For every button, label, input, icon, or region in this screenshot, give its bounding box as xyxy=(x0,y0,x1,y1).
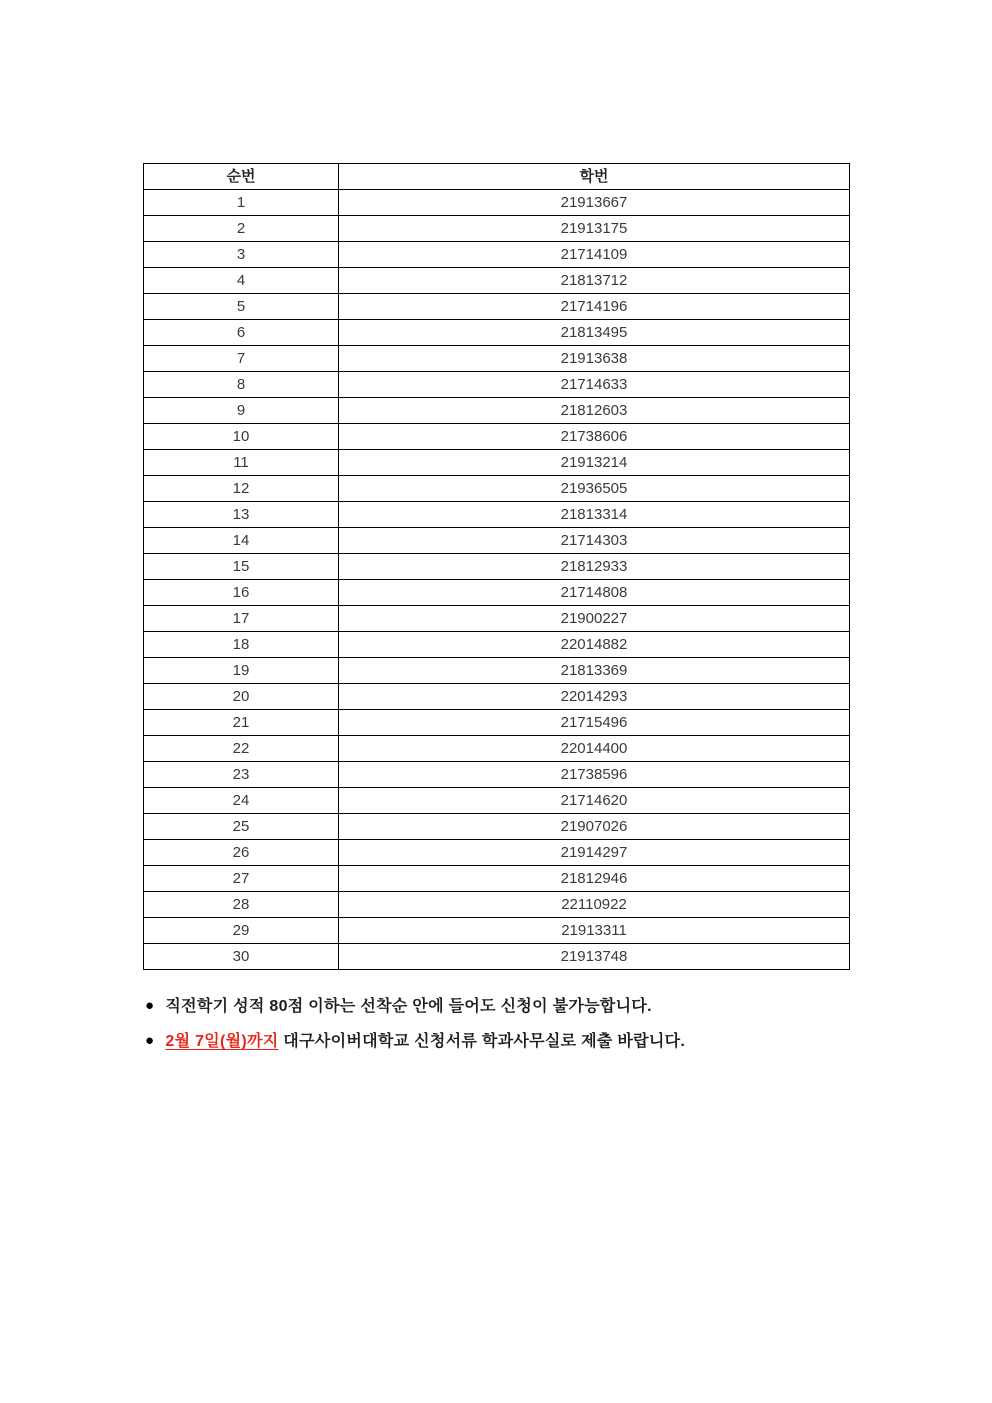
note-text xyxy=(165,1028,685,1051)
student-id-cell: 21812933 xyxy=(339,554,850,580)
order-cell: 22 xyxy=(144,736,339,762)
student-id-cell: 21907026 xyxy=(339,814,850,840)
student-id-cell: 21738606 xyxy=(339,424,850,450)
table-row xyxy=(144,606,850,632)
order-cell: 23 xyxy=(144,762,339,788)
student-id-cell: 21738596 xyxy=(339,762,850,788)
student-id-cell: 21936505 xyxy=(339,476,850,502)
student-id-cell: 21714303 xyxy=(339,528,850,554)
table-row xyxy=(144,554,850,580)
student-id-cell: 22110922 xyxy=(339,892,850,918)
column-header-order: 순번 xyxy=(144,164,339,190)
table-row xyxy=(144,268,850,294)
order-cell: 12 xyxy=(144,476,339,502)
table-row xyxy=(144,684,850,710)
student-id-cell: 21714109 xyxy=(339,242,850,268)
table-row xyxy=(144,892,850,918)
student-id-cell: 21900227 xyxy=(339,606,850,632)
bullet-icon: ● xyxy=(145,997,155,1014)
student-id-cell: 21913311 xyxy=(339,918,850,944)
student-id-cell: 21813314 xyxy=(339,502,850,528)
student-id-cell: 21813369 xyxy=(339,658,850,684)
student-id-cell: 21913667 xyxy=(339,190,850,216)
order-cell: 13 xyxy=(144,502,339,528)
table-row xyxy=(144,242,850,268)
table-row xyxy=(144,658,850,684)
table-row xyxy=(144,190,850,216)
table-row xyxy=(144,944,850,970)
order-cell: 16 xyxy=(144,580,339,606)
order-cell: 30 xyxy=(144,944,339,970)
notes-section xyxy=(143,993,849,1051)
note-text xyxy=(165,993,652,1016)
order-cell: 3 xyxy=(144,242,339,268)
table-row xyxy=(144,762,850,788)
table-header-row xyxy=(144,164,850,190)
table-row xyxy=(144,814,850,840)
order-cell: 26 xyxy=(144,840,339,866)
student-id-cell: 21914297 xyxy=(339,840,850,866)
order-cell: 15 xyxy=(144,554,339,580)
order-cell: 18 xyxy=(144,632,339,658)
table-row xyxy=(144,450,850,476)
student-id-cell: 22014882 xyxy=(339,632,850,658)
note-item xyxy=(145,993,849,1016)
order-cell: 5 xyxy=(144,294,339,320)
order-cell: 6 xyxy=(144,320,339,346)
student-id-cell: 21913214 xyxy=(339,450,850,476)
table-body xyxy=(144,190,850,970)
order-cell: 10 xyxy=(144,424,339,450)
table-row xyxy=(144,502,850,528)
table-row xyxy=(144,216,850,242)
student-id-cell: 21913638 xyxy=(339,346,850,372)
table-row xyxy=(144,320,850,346)
note-item xyxy=(145,1028,849,1051)
student-id-cell: 21714633 xyxy=(339,372,850,398)
note-text-body: 직전학기 성적 80점 이하는 선착순 안에 들어도 신청이 불가능합니다. xyxy=(165,998,652,1015)
order-cell: 27 xyxy=(144,866,339,892)
order-cell: 2 xyxy=(144,216,339,242)
table-row xyxy=(144,710,850,736)
table-row xyxy=(144,294,850,320)
order-cell: 25 xyxy=(144,814,339,840)
column-header-student-id: 학번 xyxy=(339,164,850,190)
table-row xyxy=(144,866,850,892)
order-cell: 28 xyxy=(144,892,339,918)
student-id-cell: 21813495 xyxy=(339,320,850,346)
order-cell: 20 xyxy=(144,684,339,710)
table-row xyxy=(144,346,850,372)
order-cell: 17 xyxy=(144,606,339,632)
order-cell: 19 xyxy=(144,658,339,684)
order-cell: 1 xyxy=(144,190,339,216)
table-row xyxy=(144,424,850,450)
student-id-cell: 21714196 xyxy=(339,294,850,320)
student-id-cell: 21715496 xyxy=(339,710,850,736)
student-id-cell: 21812603 xyxy=(339,398,850,424)
order-cell: 11 xyxy=(144,450,339,476)
student-id-cell: 21714620 xyxy=(339,788,850,814)
order-cell: 9 xyxy=(144,398,339,424)
table-row xyxy=(144,632,850,658)
order-cell: 29 xyxy=(144,918,339,944)
student-id-cell: 22014293 xyxy=(339,684,850,710)
order-cell: 21 xyxy=(144,710,339,736)
order-cell: 8 xyxy=(144,372,339,398)
student-id-cell: 21714808 xyxy=(339,580,850,606)
table-row xyxy=(144,372,850,398)
table-row xyxy=(144,840,850,866)
order-cell: 4 xyxy=(144,268,339,294)
order-cell: 14 xyxy=(144,528,339,554)
student-id-cell: 21813712 xyxy=(339,268,850,294)
student-id-cell: 21913175 xyxy=(339,216,850,242)
document-content xyxy=(143,163,849,1063)
table-row xyxy=(144,788,850,814)
table-row xyxy=(144,918,850,944)
table-row xyxy=(144,528,850,554)
student-id-cell: 22014400 xyxy=(339,736,850,762)
student-roster-table xyxy=(143,163,850,970)
note-text-body: 대구사이버대학교 신청서류 학과사무실로 제출 바랍니다. xyxy=(278,1033,686,1050)
table-row xyxy=(144,398,850,424)
table-row xyxy=(144,476,850,502)
table-row xyxy=(144,580,850,606)
order-cell: 7 xyxy=(144,346,339,372)
student-id-cell: 21913748 xyxy=(339,944,850,970)
order-cell: 24 xyxy=(144,788,339,814)
table-row xyxy=(144,736,850,762)
bullet-icon: ● xyxy=(145,1032,155,1049)
student-id-cell: 21812946 xyxy=(339,866,850,892)
deadline-highlight: 2월 7일(월)까지 xyxy=(165,1033,279,1050)
